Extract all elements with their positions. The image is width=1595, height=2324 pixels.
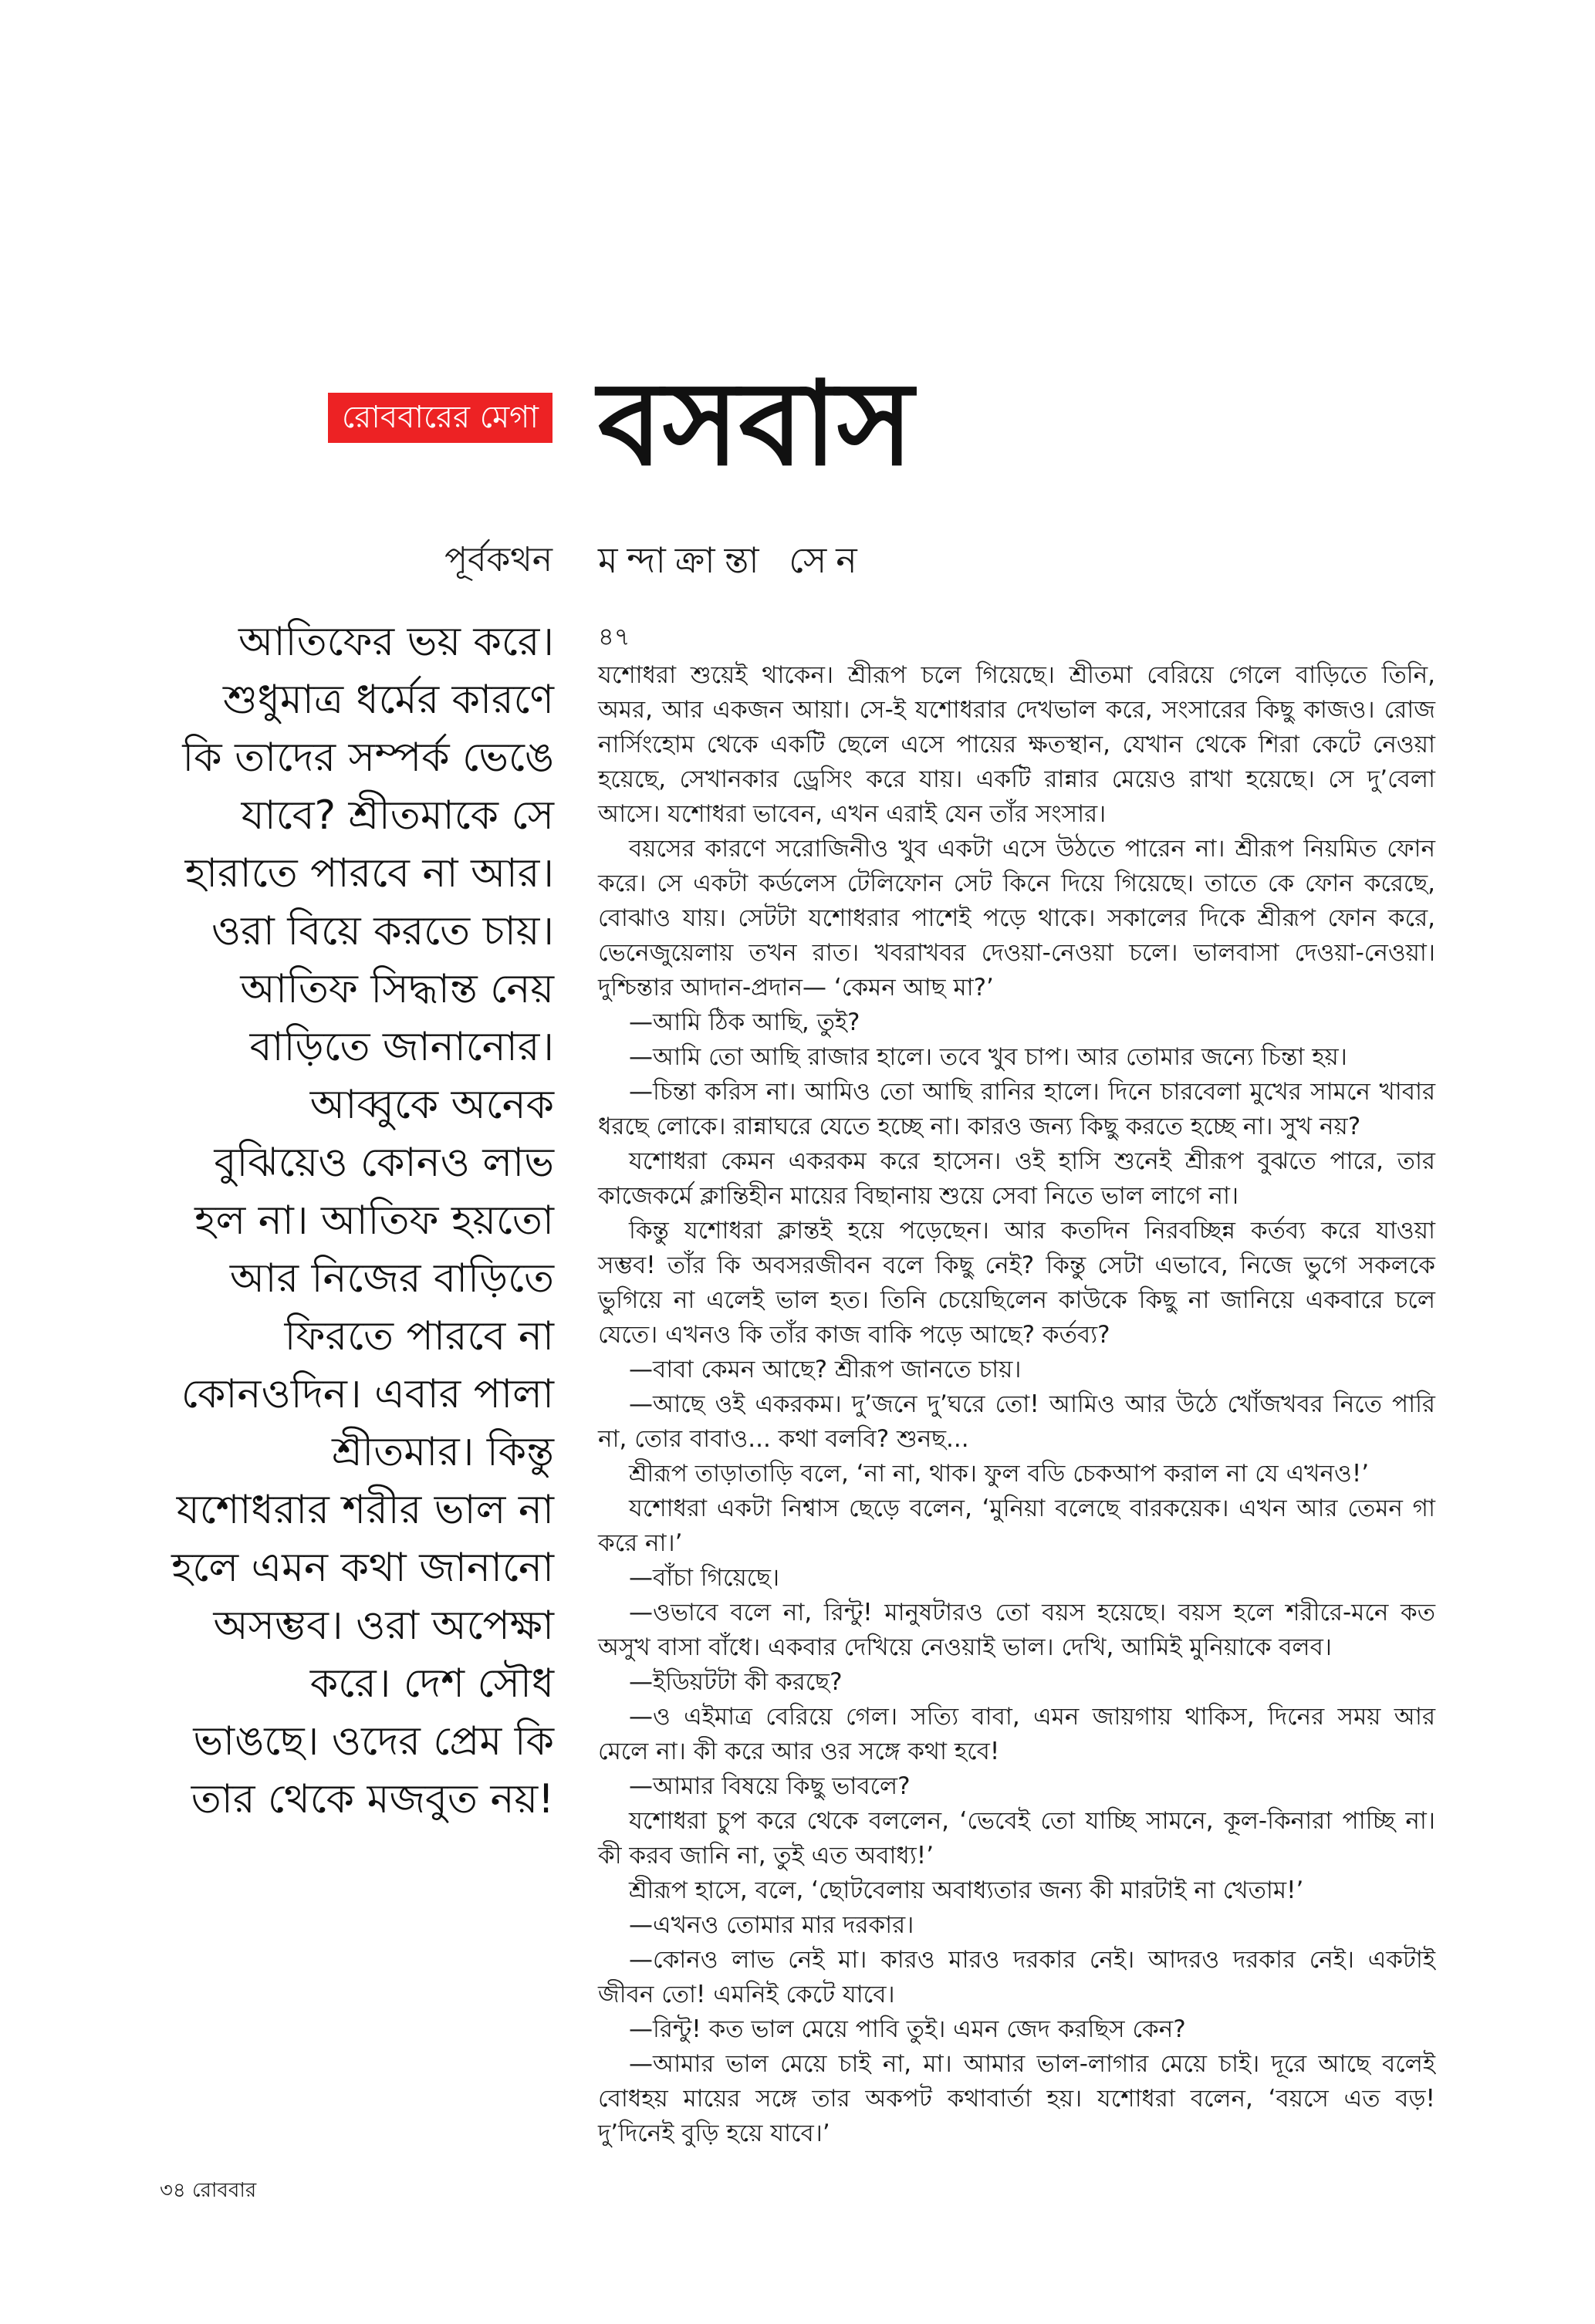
- text-line: ভেনেজুয়েলায় তখন রাত। খবরাখবর দেওয়া-নেওয়া চলে। ভালবাসা দেওয়া-নেওয়া।: [598, 939, 1435, 967]
- text-line: —আছে ওই একরকম। দু’জনে দু’ঘরে তো! আমিও আর উঠে খোঁজখবর নিতে পারি: [629, 1390, 1435, 1418]
- paragraph: [598, 658, 1435, 832]
- paragraph: [598, 1457, 1435, 1491]
- text-line: —চিন্তা করিস না। আমিও তো আছি রানির হালে। দিনে চারবেলা মুখের সামনে খাবার: [629, 1078, 1435, 1106]
- paragraph: [598, 1769, 1435, 1804]
- text-line: —ইডিয়টটা কী করছে?: [629, 1668, 843, 1696]
- text-line: আসে। যশোধরা ভাবেন, এখন এরাই যেন তাঁর সংসার।: [598, 800, 1107, 828]
- text-line: —আমি তো আছি রাজার হালে। তবে খুব চাপ। আর তোমার জন্যে চিন্তা হয়।: [629, 1043, 1347, 1071]
- paragraph: [598, 832, 1435, 1005]
- text-line: শ্রীরূপ হাসে, বলে, ‘ছোটবেলায় অবাধ্যতার জন্য কী মারটাই না খেতাম!’: [629, 1876, 1304, 1904]
- paragraph: [598, 2012, 1435, 2047]
- paragraph: [598, 1943, 1435, 2012]
- pull-quote-line: ফিরতে পারবে না: [284, 1313, 554, 1360]
- text-line: করে। সে একটা কর্ডলেস টেলিফোন সেট কিনে দিয়ে গিয়েছে। তাতে কে ফোন করেছে,: [598, 870, 1435, 897]
- text-line: বয়সের কারণে সরোজিনীও খুব একটা এসে উঠতে পারেন না। শ্রীরূপ নিয়মিত ফোন: [629, 835, 1435, 863]
- pull-quote-line: যশোধরার শরীর ভাল না: [176, 1487, 554, 1533]
- pull-quote-line: কি তাদের সম্পর্ক ভেঙে: [182, 735, 554, 781]
- pull-quote-line: যাবে? শ্রীতমাকে সে: [241, 792, 554, 839]
- text-line: যশোধরা একটা নিশ্বাস ছেড়ে বলেন, ‘মুনিয়া বলেছে বারকয়েক। এখন আর তেমন গা: [629, 1495, 1435, 1522]
- pull-quote-line: তার থেকে মজবুত নয়!: [191, 1776, 554, 1822]
- text-line: দু’দিনেই বুড়ি হয়ে যাবে।’: [598, 2120, 830, 2147]
- pull-quote-line: হারাতে পারবে না আর।: [184, 850, 554, 897]
- pull-quote-line: আব্বুকে অনেক: [309, 1082, 554, 1128]
- paragraph: [598, 2047, 1435, 2151]
- text-line: বোধহয় মায়ের সঙ্গে তার অকপট কথাবার্তা হয়। যশোধরা বলেন, ‘বয়সে এত বড়!: [598, 2085, 1435, 2113]
- pull-quote-line: কোনওদিন। এবার পালা: [181, 1371, 554, 1417]
- text-line: মেলে না। কী করে আর ওর সঙ্গে কথা হবে!: [598, 1738, 1000, 1765]
- text-line: নার্সিংহোম থেকে একটি ছেলে এসে পায়ের ক্ষতস্থান, যেখান থেকে শিরা কেটে নেওয়া: [598, 731, 1435, 758]
- text-line: দুশ্চিন্তার আদান-প্রদান— ‘কেমন আছ মা?’: [598, 974, 994, 1002]
- text-line: সম্ভব! তাঁর কি অবসরজীবন বলে কিছু নেই? কিন্তু সেটা এভাবে, নিজে ভুগে সকলকে: [598, 1252, 1435, 1279]
- text-line: শ্রীরূপ তাড়াতাড়ি বলে, ‘না না, থাক। ফুল বডি চেকআপ করাল না যে এখনও!’: [629, 1460, 1370, 1488]
- text-line: কী করব জানি না, তুই এত অবাধ্য!’: [598, 1842, 934, 1870]
- text-line: —এখনও তোমার মার দরকার।: [629, 1911, 914, 1939]
- paragraph: [598, 1387, 1435, 1457]
- pull-quote-line: বুঝিয়েও কোনও লাভ: [214, 1140, 554, 1186]
- pull-quote-line: আতিফ সিদ্ধান্ত নেয়: [240, 966, 554, 1012]
- story-title: বসবাস: [598, 357, 914, 491]
- paragraph: [598, 1596, 1435, 1665]
- text-line: —রিন্টু! কত ভাল মেয়ে পাবি তুই। এমন জেদ করছিস কেন?: [629, 2015, 1186, 2043]
- paragraph: [598, 1873, 1435, 1908]
- pull-quote-line: বাড়িতে জানানোর।: [249, 1024, 554, 1070]
- paragraph: [598, 1075, 1435, 1144]
- text-line: যশোধরা চুপ করে থেকে বললেন, ‘ভেবেই তো যাচ্ছি সামনে, কূল-কিনারা পাচ্ছি না।: [629, 1807, 1435, 1835]
- page-footer: ৩৪ রোববার: [160, 2179, 257, 2202]
- pull-quote-line: শুধুমাত্র ধর্মের কারণে: [222, 677, 554, 723]
- pull-quote-line: আতিফের ভয় করে।: [238, 619, 554, 665]
- text-line: —বাঁচা গিয়েছে।: [629, 1564, 780, 1592]
- text-line: জীবন তো! এমনিই কেটে যাবে।: [598, 1981, 895, 2008]
- pull-quote-line: হলে এমন কথা জানানো: [171, 1545, 554, 1591]
- text-line: অসুখ বাসা বাঁধে। একবার দেখিয়ে নেওয়াই ভাল। দেখি, আমিই মুনিয়াকে বলব।: [598, 1633, 1332, 1661]
- paragraph: [598, 1665, 1435, 1700]
- text-line: —ওভাবে বলে না, রিন্টু! মানুষটারও তো বয়স হয়েছে। বয়স হলে শরীরে-মনে কত: [629, 1599, 1435, 1626]
- text-line: কাজেকর্মে ক্লান্তিহীন মায়ের বিছানায় শুয়ে সেবা নিতে ভাল লাগে না।: [598, 1182, 1239, 1210]
- pull-quote-line: করে। দেশ সৌধ: [309, 1660, 554, 1707]
- story-body: [598, 658, 1435, 2151]
- pull-quote-line: শ্রীতমার। কিন্তু: [332, 1429, 554, 1475]
- paragraph: [598, 1491, 1435, 1561]
- text-line: —আমার ভাল মেয়ে চাই না, মা। আমার ভাল-লাগার মেয়ে চাই। দূরে আছে বলেই: [629, 2050, 1435, 2078]
- paragraph: [598, 1005, 1435, 1040]
- paragraph: [598, 1700, 1435, 1769]
- text-line: —আমার বিষয়ে কিছু ভাবলে?: [629, 1772, 911, 1800]
- text-line: —বাবা কেমন আছে? শ্রীরূপ জানতে চায়।: [629, 1356, 1022, 1383]
- text-line: বোঝাও যায়। সেটটা যশোধরার পাশেই পড়ে থাকে। সকালের দিকে শ্রীরূপ ফোন করে,: [598, 904, 1435, 932]
- text-line: যেতে। এখনও কি তাঁর কাজ বাকি পড়ে আছে? কর্তব্য?: [598, 1321, 1110, 1349]
- pull-quote-line: হল না। আতিফ হয়তো: [194, 1197, 554, 1244]
- pull-quote-summary: [116, 613, 554, 1829]
- text-line: না, তোর বাবাও... কথা বলবি? শুনছ...: [598, 1425, 969, 1453]
- pull-quote-line: আর নিজের বাড়িতে: [229, 1255, 554, 1302]
- section-kicker: রোববারের মেগা: [328, 393, 553, 443]
- paragraph: [598, 1353, 1435, 1387]
- pull-quote-line: ভাঙছে। ওদের প্রেম কি: [193, 1718, 554, 1765]
- pull-quote-line: ওরা বিয়ে করতে চায়।: [211, 908, 554, 954]
- paragraph: [598, 1804, 1435, 1873]
- chapter-number: ৪৭: [598, 622, 630, 651]
- paragraph: [598, 1040, 1435, 1075]
- text-line: যশোধরা শুয়েই থাকেন। শ্রীরূপ চলে গিয়েছে। শ্রীতমা বেরিয়ে গেলে বাড়িতে তিনি,: [598, 661, 1435, 689]
- author-name: মন্দাক্রান্তা সেন: [598, 539, 867, 581]
- text-line: ধরছে লোকে। রান্নাঘরে যেতে হচ্ছে না। কারও জন্য কিছু করতে হচ্ছে না। সুখ নয়?: [598, 1113, 1361, 1140]
- pull-quote-line: অসম্ভব। ওরা অপেক্ষা: [213, 1603, 554, 1649]
- paragraph: [598, 1561, 1435, 1596]
- paragraph: [598, 1908, 1435, 1943]
- text-line: হয়েছে, সেখানকার ড্রেসিং করে যায়। একটি রান্নার মেয়েও রাখা হয়েছে। সে দু’বেলা: [598, 765, 1435, 793]
- text-line: —আমি ঠিক আছি, তুই?: [629, 1008, 860, 1036]
- previously-label: পূর্বকথন: [444, 540, 553, 579]
- text-line: কিন্তু যশোধরা ক্লান্তই হয়ে পড়েছেন। আর কতদিন নিরবচ্ছিন্ন কর্তব্য করে যাওয়া: [629, 1217, 1435, 1245]
- text-line: —কোনও লাভ নেই মা। কারও মারও দরকার নেই। আদরও দরকার নেই। একটাই: [629, 1946, 1435, 1974]
- text-line: অমর, আর একজন আয়া। সে-ই যশোধরার দেখভাল করে, সংসারের কিছু কাজও। রোজ: [598, 696, 1435, 724]
- paragraph: [598, 1214, 1435, 1353]
- text-line: যশোধরা কেমন একরকম করে হাসেন। ওই হাসি শুনেই শ্রীরূপ বুঝতে পারে, তার: [629, 1147, 1435, 1175]
- text-line: ভুগিয়ে না এলেই ভাল হত। তিনি চেয়েছিলেন কাউকে কিছু না জানিয়ে একবারে চলে: [598, 1286, 1435, 1314]
- paragraph: [598, 1144, 1435, 1214]
- text-line: করে না।’: [598, 1529, 683, 1557]
- text-line: —ও এইমাত্র বেরিয়ে গেল। সত্যি বাবা, এমন জায়গায় থাকিস, দিনের সময় আর: [629, 1703, 1435, 1731]
